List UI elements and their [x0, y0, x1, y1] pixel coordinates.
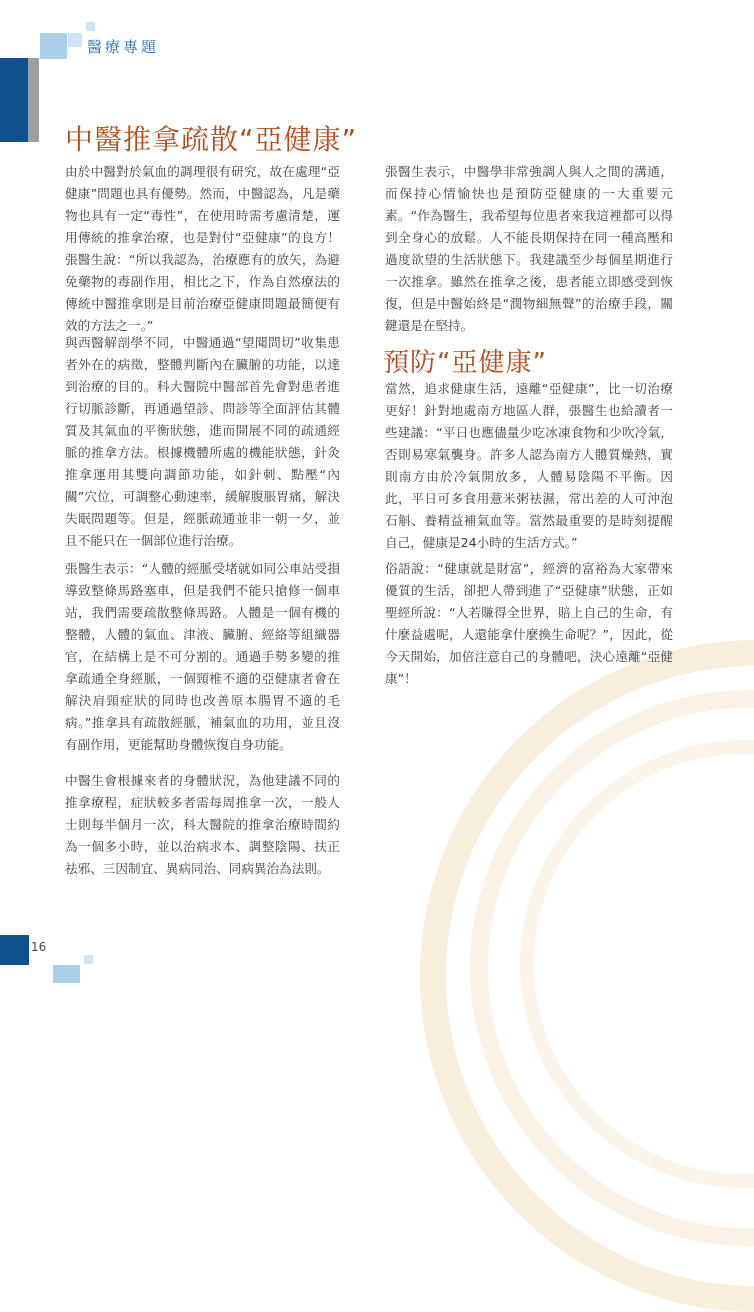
decorative-square — [86, 22, 95, 31]
paragraph: 張醫生表示，中醫學非常強調人與人之間的溝通，而保持心情愉快也是預防亞健康的一大重要元素。“作為醫生，我希望每位患者來我這裡都可以得到全身心的放鬆。人不能長期保持在同一種高壓和過度欲望的生活狀態下。我建議至少每個星期進行一次推拿。雖然在推拿之後，患者能立即感受到恢復，但是中醫始終是“潤物細無聲”的治療手段，關鍵還是在堅持。 — [385, 164, 673, 333]
article-title: 中醫推拿疏散“亞健康” — [65, 123, 358, 156]
paragraph: 俗語說：“健康就是財富”，經濟的富裕為大家帶來優質的生活，卻把人帶到進了“亞健康”狀態，正如聖經所說：“人若賺得全世界，賠上自己的生命，有什麼益處呢，人還能拿什麼換生命呢？”，因此，從今天開始，加倍注意自己的身體吧，決心遠離“亞健康”！ — [385, 561, 673, 686]
section-header: 醫療專題 — [87, 38, 160, 56]
decorative-square — [68, 33, 82, 47]
section-subtitle: 預防“亞健康” — [383, 348, 547, 378]
decorative-square — [53, 965, 80, 983]
decorative-bar-dark — [0, 58, 28, 142]
paragraph: 中醫生會根據來者的身體狀況，為他建議不同的推拿療程，症狀較多者需每周推拿一次，一般人士則每半個月一次，科大醫院的推拿治療時間約為一個多小時，並以治病求本、調整陰陽、扶正祛邪、三因制宜、異病同治、同病異治為法則。 — [65, 773, 340, 876]
background-arc — [520, 740, 754, 1188]
paragraph: 與西醫解剖學不同，中醫通過“望聞問切”收集患者外在的病徵，整體判斷內在臟腑的功能，以達到治療的目的。科大醫院中醫部首先會對患者進行切脈診斷，再通過望診、問診等全面評估其體質及其氣血的平衡狀態，進而開展不同的疏通經脈的推拿方法。根據機體所處的機能狀態，針灸推拿運用其雙向調節功能，如針刺、點壓“內關”穴位，可調整心動速率，緩解腹脹胃痛，解決失眠問題等。但是，經脈疏通並非一朝一夕，並且不能只在一個部位進行治療。 — [65, 335, 340, 548]
decorative-bar-gray — [28, 58, 39, 142]
page-number-block — [0, 935, 29, 965]
decorative-square — [40, 33, 67, 59]
background-arc — [470, 690, 754, 1246]
background-arc — [420, 640, 754, 1312]
paragraph: 由於中醫對於氣血的調理很有研究，故在處理“亞健康”問題也具有優勢。然而，中醫認為，凡是藥物也具有一定“毒性”，在使用時需考慮清楚，運用傳統的推拿治療，也是對付“亞健康”的良方！張醫生說：“所以我認為，治療應有的放矢，為避免藥物的毒副作用，相比之下，作為自然療法的傳統中醫推拿則是目前治療亞健康問題最簡便有效的方法之一。” — [65, 164, 340, 333]
paragraph: 當然，追求健康生活，遠離“亞健康”，比一切治療更好！針對地處南方地區人群，張醫生也給讀者一些建議：“平日也應儘量少吃冰凍食物和少吹冷氣，否則易寒氣襲身。許多人認為南方人體質燥熱，實則南方由於冷氣開放多，人體易陰陽不平衡。因此，平日可多食用薏米粥袪濕，常出差的人可沖泡石斛、養精益補氣血等。當然最重要的是時刻提醒自己，健康是24小時的生活方式。” — [385, 381, 673, 550]
paragraph: 張醫生表示：“人體的經脈受堵就如同公車站受損導致整條馬路塞車，但是我們不能只搶修一個車站，我們需要疏散整條馬路。人體是一個有機的整體，人體的氣血、津液、臟腑、經絡等組織器官，在結構上是不可分割的。通過手勢多變的推拿疏通全身經脈，一個頸椎不適的亞健康者會在解決肩頸症狀的同時也改善原本腸胃不適的毛病。”推拿具有疏散經脈，補氣血的功用，並且沒有副作用，更能幫助身體恢復自身功能。 — [65, 561, 340, 752]
page-number: 16 — [31, 940, 47, 954]
decorative-square — [84, 955, 93, 964]
